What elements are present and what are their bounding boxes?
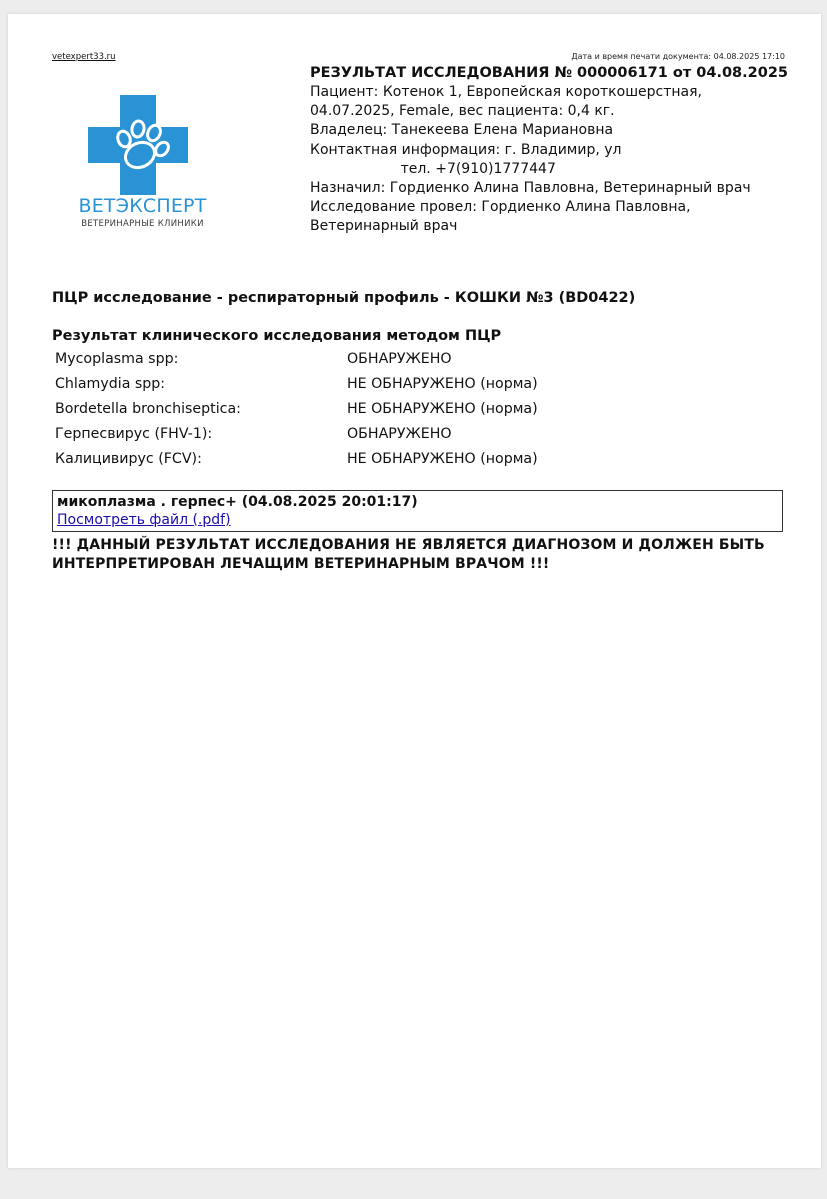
result-name: Калицивирус (FCV): <box>55 451 202 467</box>
result-name: Герпесвирус (FHV-1): <box>55 426 213 442</box>
report-title: РЕЗУЛЬТАТ ИССЛЕДОВАНИЯ № 000006171 от 04.08.2025 <box>310 65 789 81</box>
result-value: НЕ ОБНАРУЖЕНО (норма) <box>347 376 538 392</box>
view-pdf-link[interactable]: Посмотреть файл (.pdf) <box>57 512 231 528</box>
site-url[interactable]: vetexpert33.ru <box>52 52 116 62</box>
redacted-address <box>622 141 777 160</box>
profile-title: ПЦР исследование - респираторный профиль - КОШКИ №3 (BD0422) <box>52 290 636 306</box>
patient-info: Пациент: Котенок 1, Европейская короткошерстная, 04.07.2025, Female, вес пациента: 0,4 кг. <box>310 84 702 120</box>
result-name: Mycoplasma spp: <box>55 351 179 367</box>
contact-info <box>310 141 788 179</box>
report-header <box>310 64 788 237</box>
result-name: Bordetella bronchiseptica: <box>55 401 241 417</box>
assigned-by: Назначил: Гордиенко Алина Павловна, Ветеринарный врач <box>310 180 751 197</box>
result-value: НЕ ОБНАРУЖЕНО (норма) <box>347 401 538 417</box>
contact-phone: тел. +7(910)1777447 <box>400 160 556 177</box>
comment-box <box>52 490 783 532</box>
print-datetime: Дата и время печати документа: 04.08.2025 17:10 <box>571 52 785 61</box>
result-value: ОБНАРУЖЕНО <box>347 351 452 367</box>
logo-subtitle: ВЕТЕРИНАРНЫЕ КЛИНИКИ <box>81 219 204 229</box>
result-value: ОБНАРУЖЕНО <box>347 426 452 442</box>
redacted-address-continued <box>310 160 396 179</box>
section-title: Результат клинического исследования методом ПЦР <box>52 328 502 344</box>
disclaimer-warning: !!! ДАННЫЙ РЕЗУЛЬТАТ ИССЛЕДОВАНИЯ НЕ ЯВЛЯЕТСЯ ДИАГНОЗОМ И ДОЛЖЕН БЫТЬ ИНТЕРПРЕТИРОВАН ЛЕЧАЩИМ ВЕТЕРИНАРНЫМ ВРАЧОМ !!! <box>52 537 765 572</box>
comment-title: микоплазма . герпес+ (04.08.2025 20:01:17) <box>57 494 418 510</box>
owner-info: Владелец: Танекеева Елена Мариановна <box>310 122 614 139</box>
clinic-logo <box>70 95 215 235</box>
logo-name: ВЕТЭКСПЕРТ <box>78 195 207 217</box>
cross-paw-icon <box>88 95 188 195</box>
contact-address: Контактная информация: г. Владимир, ул <box>310 141 622 158</box>
performed-by: Исследование провел: Гордиенко Алина Павловна, Ветеринарный врач <box>310 199 691 235</box>
result-name: Chlamydia spp: <box>55 376 166 392</box>
result-value: НЕ ОБНАРУЖЕНО (норма) <box>347 451 538 467</box>
